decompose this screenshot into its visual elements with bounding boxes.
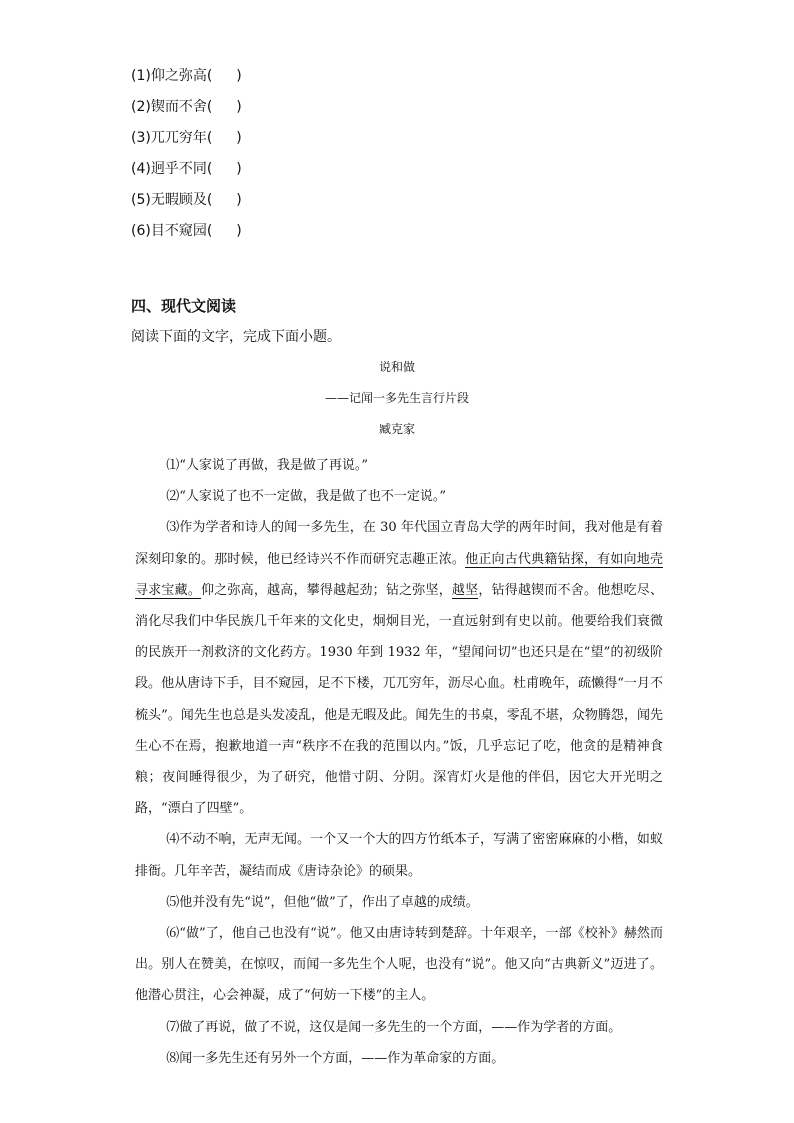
paragraph-2: ⑵“人家说了也不一定做，我是做了也不一定说。” <box>166 489 446 505</box>
question-close: ) <box>236 161 242 177</box>
question-item <box>131 157 431 188</box>
question-close: ) <box>236 68 242 84</box>
paragraph-6: ⑹“做”了，他自己也没有“说”。他又由唐诗转到楚辞。十年艰辛，一部《校补》赫然而出。别人在赞美，在惊叹，而闻一多先生个人呢，也没有“说”。他又向“古典新义”迈进了。他潜心贯注，心会神凝，成了“何妨一下楼”的主人。 <box>135 926 663 1004</box>
section-heading: 四、现代文阅读 <box>131 297 237 315</box>
question-close: ) <box>236 192 242 208</box>
article-title: 说和做 <box>378 360 415 374</box>
paragraph-3-text-b: 仰之弥高，越高，攀得越起劲；钻之弥坚， <box>201 582 452 598</box>
paragraph-3-text-c: ，钻得越锲而不舍。他想吃尽、消化尽我们中华民族几千年来的文化史，炯炯目光，一直远射到有史以前。他要给我们衰微的民族开一剂救济的文化药方。1930 年到 1932 年，“望闻问切”也还只是在“望”的初级阶段。他从唐诗下手，目不窥园，足不下楼，兀兀穷年，沥尽心血。杜甫晚年，疏懒得“一月不梳头”。闻先生也总是头发凌乱，他是无暇及此。闻先生的书桌，零乱不堪，众物腾怨，闻先生心不在焉，抱歉地道一声“秩序不在我的范围以内。”饭，几乎忘记了吃，他贪的是精神食粮；夜间睡得很少，为了研究，他惜寸阴、分阴。深宵灯火是他的伴侣，因它大开光明之路，“漂白了四壁”。 <box>135 582 663 817</box>
section-instruction: 阅读下面的文字，完成下面小题。 <box>131 329 341 345</box>
paragraph-4: ⑷不动不响，无声无闻。一个又一个大的四方竹纸本子，写满了密密麻麻的小楷，如蚁排衙。几年辛苦，凝结而成《唐诗杂论》的硕果。 <box>135 832 663 879</box>
question-label: (5)无暇顾及( <box>131 192 213 208</box>
question-item <box>131 95 431 126</box>
question-item <box>131 126 431 157</box>
paragraph-5: ⑸他并没有先“说”，但他“做”了，作出了卓越的成绩。 <box>166 894 479 910</box>
paragraph-3-text-a: ⑶作为学者和诗人的闻一多先生，在 30 年代国立青岛大学的两年时间，我对他是有着深刻印象的。那时候，他已经诗兴不作而研究志趣正浓。 <box>135 520 663 567</box>
paragraph-1: ⑴“人家说了再做，我是做了再说。” <box>166 458 368 473</box>
question-label: (1)仰之弥高( <box>131 68 213 84</box>
question-label: (3)兀兀穷年( <box>131 130 213 146</box>
question-label: (6)目不窥园( <box>131 223 213 239</box>
underlined-phrase: 越坚 <box>451 582 479 598</box>
question-item <box>131 188 431 219</box>
question-close: ) <box>236 223 242 239</box>
question-close: ) <box>236 130 242 146</box>
question-label: (4)迥乎不同( <box>131 161 213 177</box>
article-subtitle: ——记闻一多先生言行片段 <box>324 391 469 405</box>
article-author: 臧克家 <box>378 422 415 436</box>
question-item <box>131 219 431 250</box>
article-body <box>135 450 663 1074</box>
underlined-sentence: 他正向古代典籍钻探，有如向地壳寻求宝藏。 <box>135 551 663 598</box>
paragraph-8: ⑻闻一多先生还有另外一个方面，——作为革命家的方面。 <box>166 1050 505 1066</box>
question-label: (2)锲而不舍( <box>131 99 213 115</box>
question-item <box>131 64 431 95</box>
paragraph-7: ⑺做了再说，做了不说，这仅是闻一多先生的一个方面，——作为学者的方面。 <box>166 1019 622 1035</box>
question-close: ) <box>236 99 242 115</box>
question-list <box>131 64 431 250</box>
paragraph-3 <box>135 512 663 824</box>
